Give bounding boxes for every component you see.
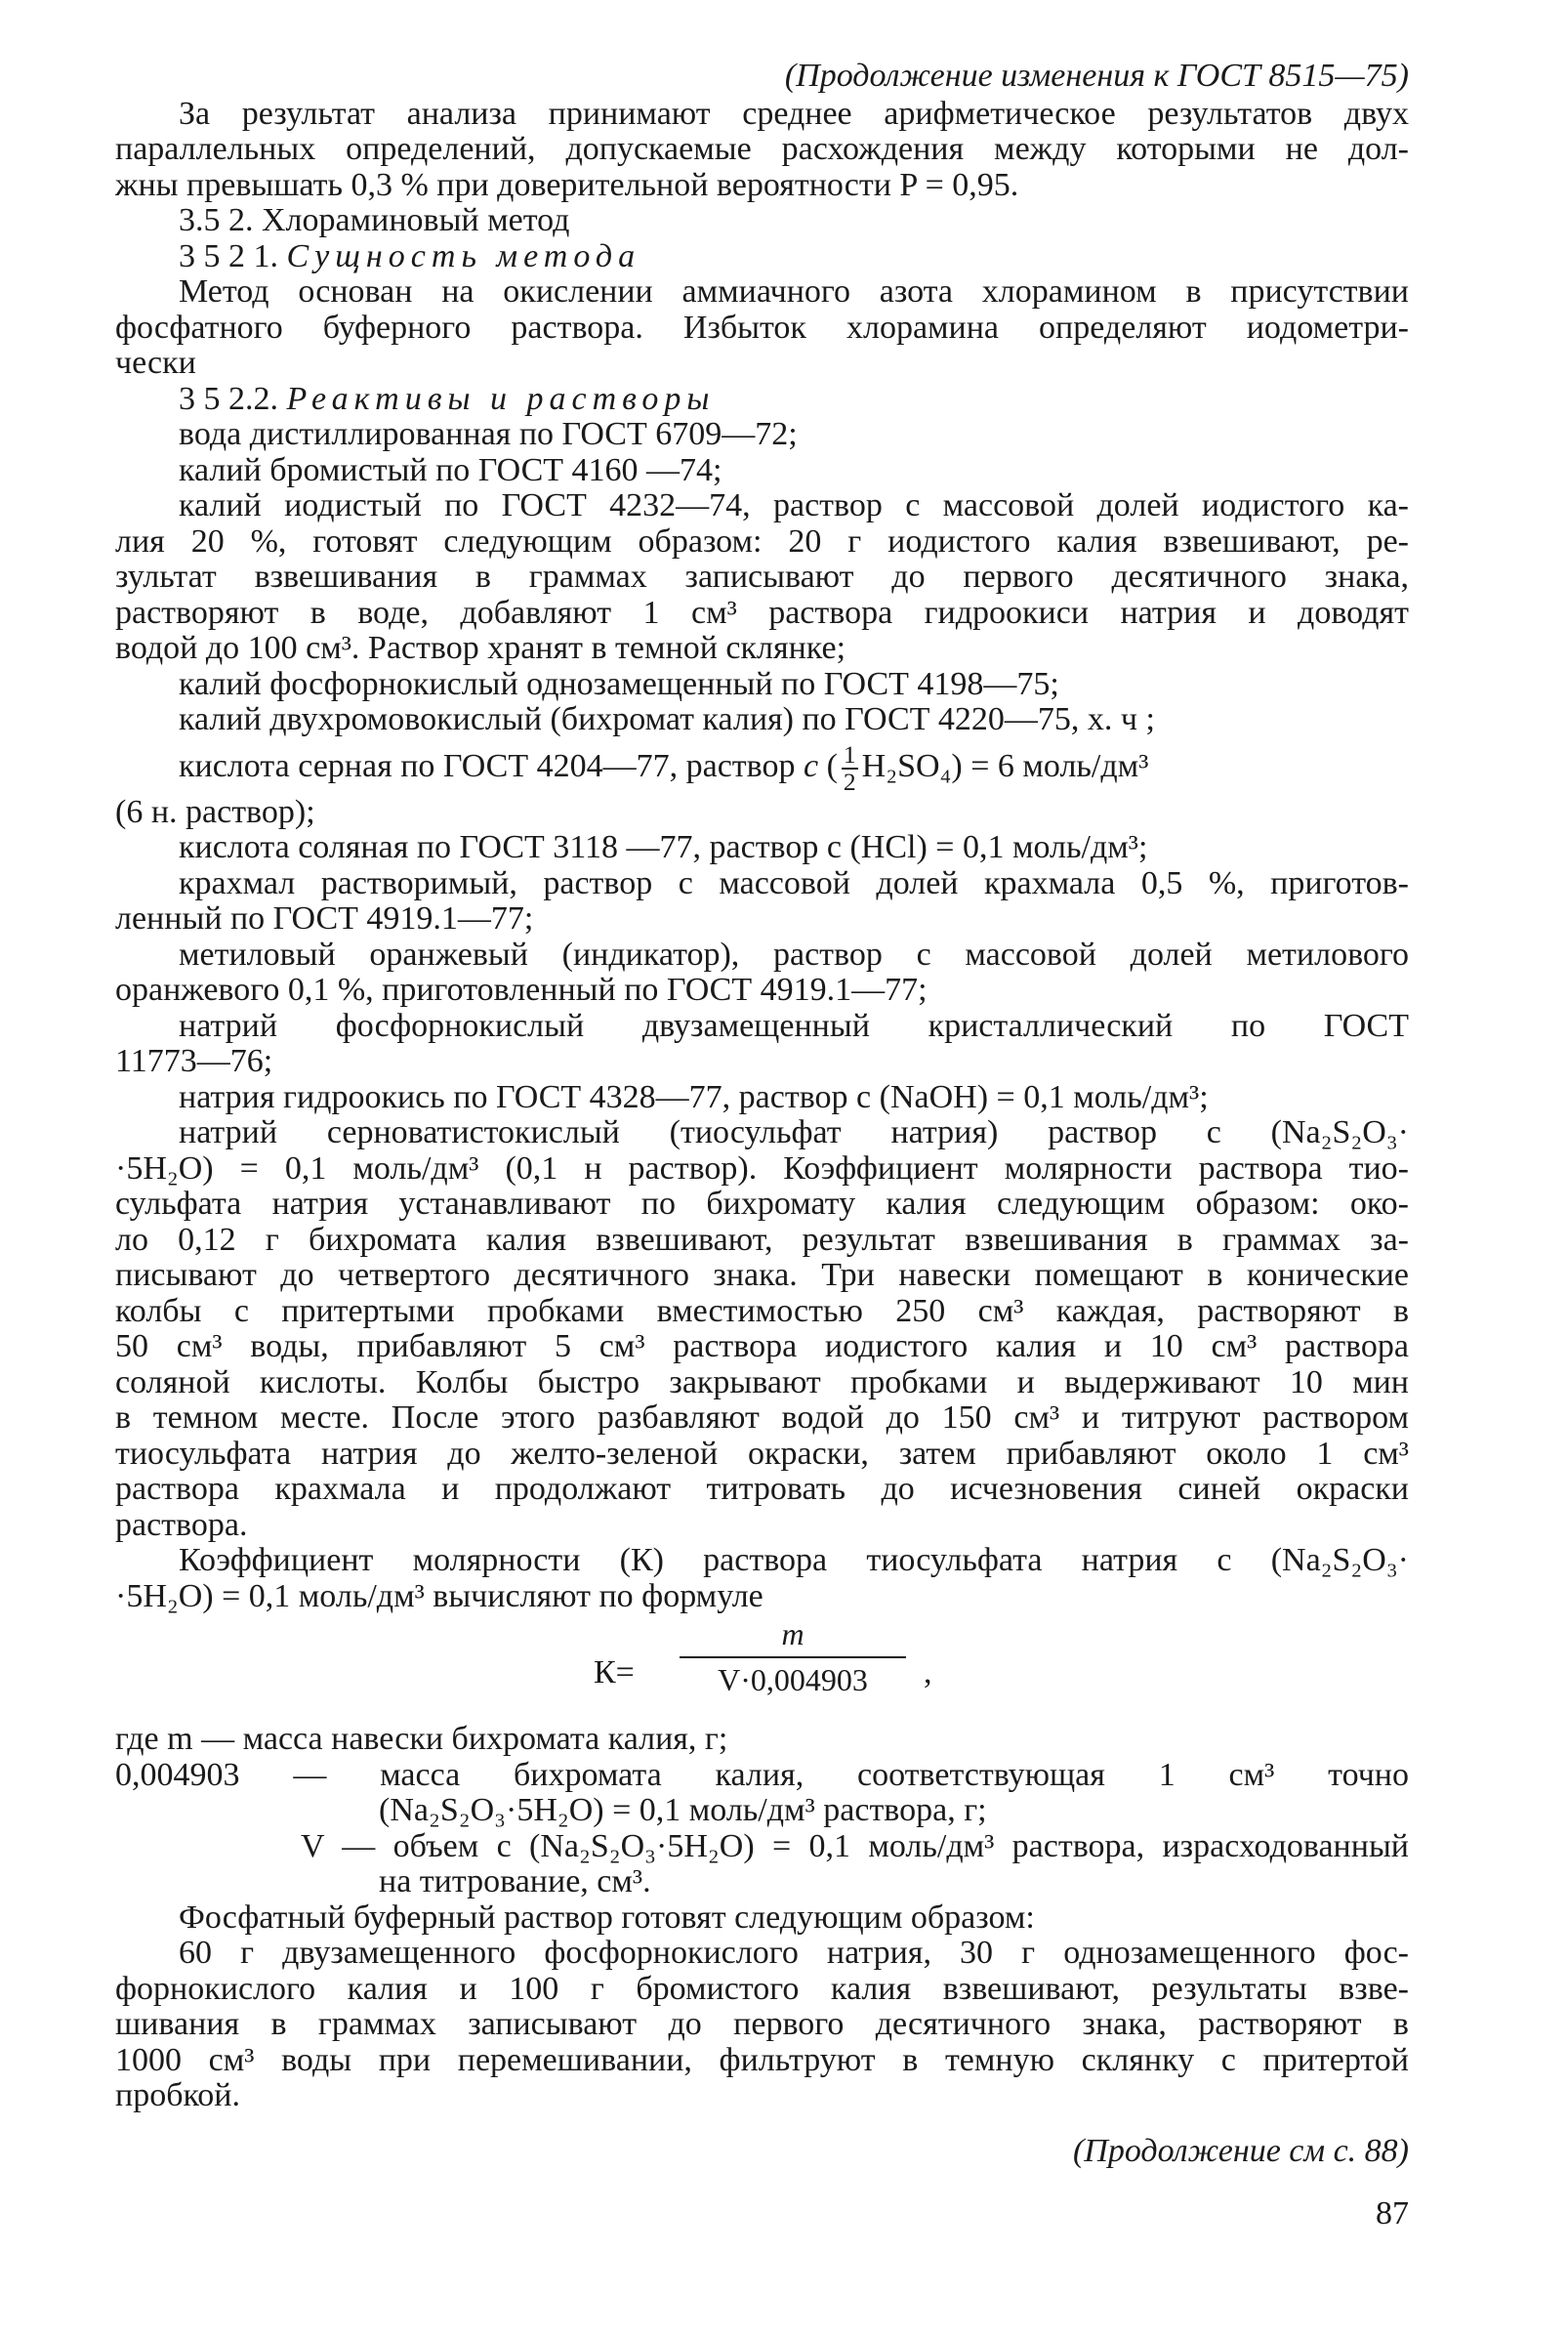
- document-page: [115, 59, 1409, 2233]
- reagent-item: натрий фосфорнокислый двузамещенный кристаллический по ГОСТ: [179, 1007, 1409, 1044]
- reagent-item-cont: сульфата натрия устанавливают по бихромату калия следующим образом: око-: [115, 1186, 1409, 1222]
- spacer: [115, 2114, 1409, 2134]
- reagent-item-cont: ленный по ГОСТ 4919.1—77;: [115, 900, 534, 937]
- paragraph-line: Коэффициент молярности (К) раствора тиосульфата натрия с (Na₂S₂O₃·: [179, 1542, 1409, 1578]
- reagent-item-cont: водой до 100 см³. Раствор хранят в темной склянке;: [115, 630, 846, 666]
- reagent-item-cont: оранжевого 0,1 %, приготовленный по ГОСТ 4919.1—77;: [115, 972, 928, 1008]
- reagent-item: метиловый оранжевый (индикатор), раствор с массовой долей метилового: [179, 936, 1409, 973]
- paragraph-line: жны превышать 0,3 % при доверительной вероятности P = 0,95.: [115, 166, 1019, 203]
- reagent-item-cont: растворяют в воде, добавляют 1 см³ раствора гидроокиси натрия и доводят: [115, 594, 1409, 631]
- reagent-item-cont: раствора крахмала и продолжают титровать до исчезновения синей окраски: [115, 1471, 1409, 1507]
- reagent-item-cont: раствора.: [115, 1506, 248, 1543]
- reagent-item-cont: писывают до четвертого десятичного знака. Три навески помещают в конические: [115, 1257, 1409, 1293]
- reagent-item: калий двухромовокислый (бихромат калия) по ГОСТ 4220—75, х. ч ;: [179, 701, 1155, 737]
- subsection-title: Реактивы и растворы: [286, 380, 716, 417]
- reagent-item: натрия гидроокись по ГОСТ 4328—77, раствор с (NaOH) = 0,1 моль/дм³;: [179, 1078, 1209, 1115]
- paragraph-line: За результат анализа принимают среднее арифметическое результатов двух: [179, 95, 1409, 132]
- definition-line-cont: (Na₂S₂O₃·5H₂O) = 0,1 моль/дм³ раствора, г;: [379, 1792, 987, 1828]
- subsection-number: 3 5 2 1.: [179, 237, 278, 274]
- reagent-text: кислота серная по ГОСТ 4204—77, раствор: [179, 747, 796, 784]
- reagent-item-cont: в темном месте. После этого разбавляют водой до 150 см³ и титруют раствором: [115, 1399, 1409, 1436]
- formula-lhs: К=: [594, 1654, 635, 1690]
- reagent-item: калий иодистый по ГОСТ 4232—74, раствор с массовой долей иодистого ка-: [179, 487, 1409, 523]
- subsection-title: Сущность метода: [286, 237, 641, 274]
- formula-fraction: [680, 1616, 906, 1697]
- paragraph-line: Метод основан на окислении аммиачного азота хлорамином в присутствии: [179, 273, 1409, 310]
- paragraph-line: параллельных определений, допускаемые расхождения между которыми не дол-: [115, 131, 1409, 167]
- page-number: 87: [1376, 2195, 1409, 2232]
- reagent-item-cont: ·5H₂O) = 0,1 моль/дм³ (0,1 н раствор). Коэффициент молярности раствора тио-: [115, 1149, 1409, 1187]
- reagent-item-cont: ло 0,12 г бихромата калия взвешивают, результат взвешивания в граммах за-: [115, 1221, 1409, 1258]
- paragraph-line: шивания в граммах записывают до первого десятичного знака, растворяют в: [115, 2006, 1409, 2042]
- paragraph-line: фосфатного буферного раствора. Избыток хлорамина определяют иодометри-: [115, 309, 1409, 346]
- subsection-heading: [115, 382, 1409, 418]
- reagent-item: калий бромистый по ГОСТ 4160 —74;: [179, 451, 722, 488]
- formula-denominator: V·0,004903: [680, 1656, 906, 1698]
- reagent-item: калий фосфорнокислый однозамещенный по ГОСТ 4198—75;: [179, 665, 1059, 702]
- reagent-item-cont: зультат взвешивания в граммах записывают до первого десятичного знака,: [115, 559, 1409, 595]
- reagent-item-cont: соляной кислоты. Колбы быстро закрывают пробками и выдерживают 10 мин: [115, 1363, 1409, 1400]
- concentration-symbol: c: [804, 747, 819, 784]
- reagent-item-cont: тиосульфата натрия до желто-зеленой окраски, затем прибавляют около 1 см³: [115, 1435, 1409, 1472]
- reagent-item-cont: (6 н. раствор);: [115, 793, 315, 830]
- paragraph-line: пробкой.: [115, 2077, 240, 2113]
- definition-line: 0,004903 — масса бихромата калия, соответствующая 1 см³ точно: [115, 1756, 1409, 1793]
- section-heading: [115, 203, 1409, 239]
- reagent-item: натрий серноватистокислый (тиосульфат натрия) раствор с (Na₂S₂O₃·: [179, 1114, 1409, 1150]
- paragraph-line: 1000 см³ воды при перемешивании, фильтруют в темную склянку с притертой: [115, 2041, 1409, 2078]
- definition-line: где m — масса навески бихромата калия, г;: [115, 1721, 728, 1757]
- paragraph-line: форнокислого калия и 100 г бромистого калия взвешивают, результаты взве-: [115, 1970, 1409, 2007]
- subsection-number: 3 5 2.2.: [179, 380, 278, 417]
- paragraph-line: ·5H₂O) = 0,1 моль/дм³ вычисляют по формуле: [115, 1577, 763, 1614]
- paragraph-line: чески: [115, 345, 196, 381]
- definition-line: V — объем с (Na₂S₂O₃·5H₂O) = 0,1 моль/дм³ раствора, израсходованный: [301, 1827, 1409, 1864]
- paragraph-line: Фосфатный буферный раствор готовят следующим образом:: [179, 1899, 1035, 1936]
- fraction-denominator: 2: [843, 767, 856, 796]
- paragraph-line: 60 г двузамещенного фосфорнокислого натрия, 30 г однозамещенного фос-: [179, 1935, 1409, 1971]
- formula: [115, 1614, 1409, 1722]
- subsection-heading: [115, 239, 1409, 275]
- reagent-item-cont: колбы с притертыми пробками вместимостью 250 см³ каждая, растворяют в: [115, 1292, 1409, 1329]
- definition-line-cont: на титрование, см³.: [379, 1863, 651, 1899]
- formula-comma: ,: [924, 1654, 932, 1690]
- page-footer: (Продолжение см с. 88): [1072, 2132, 1409, 2169]
- reagent-item-fraction: кислота серная по ГОСТ 4204—77, раствор c ( $\frac{1}{2}$ H₂SO₄) = 6 моль/дм³: [179, 740, 1149, 796]
- fraction-numerator: 1: [843, 740, 856, 770]
- page-header: (Продолжение изменения к ГОСТ 8515—75): [784, 58, 1409, 94]
- reagent-item-cont: лия 20 %, готовят следующим образом: 20 г иодистого калия взвешивают, ре-: [115, 522, 1409, 560]
- reagent-text: H₂SO₄) = 6 моль/дм³: [861, 747, 1149, 784]
- reagent-item: кислота соляная по ГОСТ 3118 —77, раствор с (HCl) = 0,1 моль/дм³;: [179, 829, 1148, 865]
- section-heading-text: 3.5 2. Хлораминовый метод: [179, 202, 570, 238]
- reagent-item-cont: 50 см³ воды, прибавляют 5 см³ раствора иодистого калия и 10 см³ раствора: [115, 1328, 1409, 1364]
- fraction: [842, 742, 858, 794]
- reagent-item: вода дистиллированная по ГОСТ 6709—72;: [179, 416, 798, 452]
- reagent-item-cont: 11773—76;: [115, 1043, 273, 1079]
- reagent-item: крахмал растворимый, раствор с массовой долей крахмала 0,5 %, приготов-: [179, 864, 1409, 901]
- spacer: [115, 2169, 1409, 2196]
- formula-numerator: m: [781, 1616, 805, 1651]
